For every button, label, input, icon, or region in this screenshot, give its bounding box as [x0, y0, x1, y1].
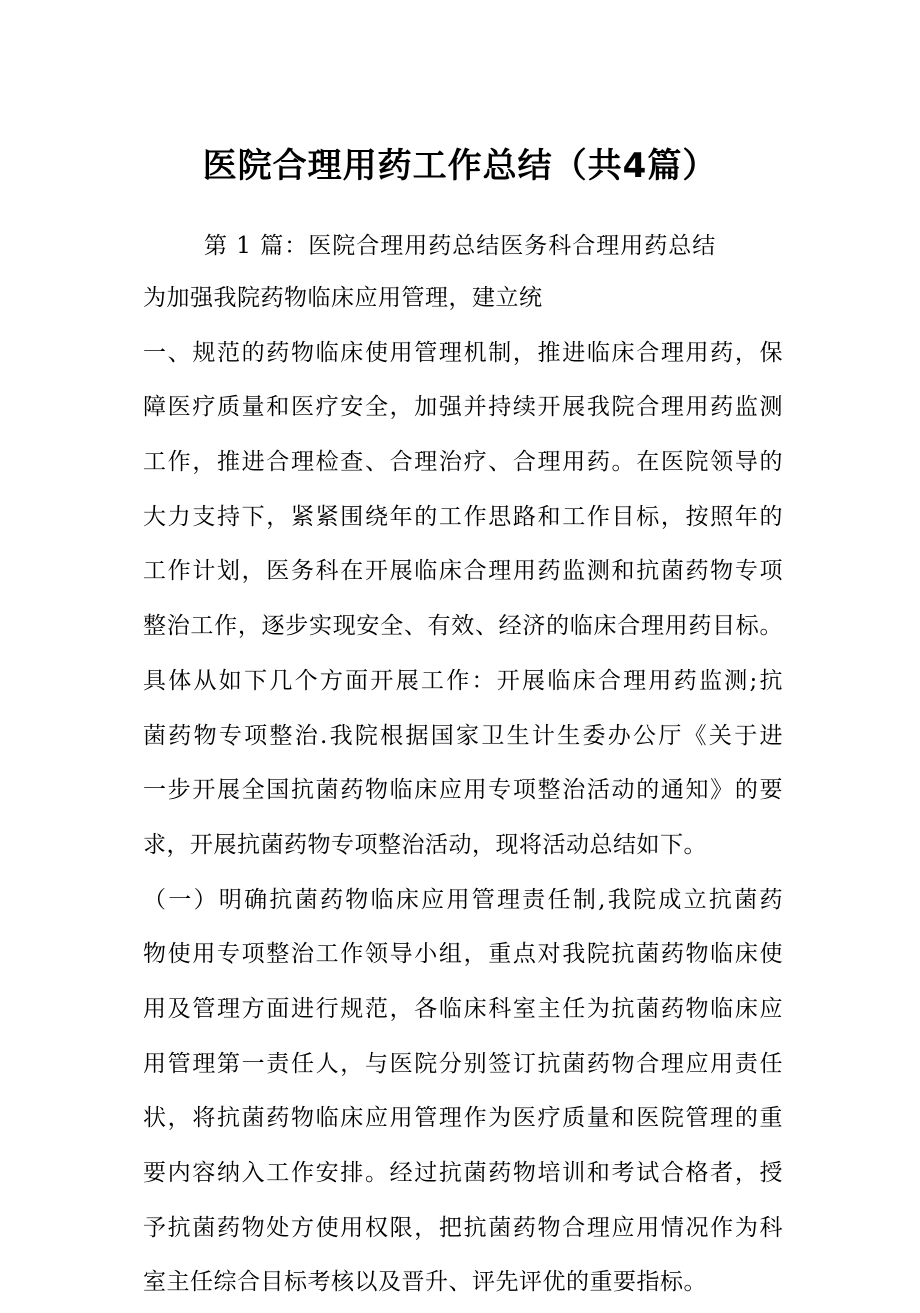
paragraph-line: 状，将抗菌药物临床应用管理作为医疗质量和医院管理的重 — [143, 1105, 783, 1132]
paragraph-line: 予抗菌药物处方使用权限，把抗菌药物合理应用情况作为科 — [143, 1214, 783, 1241]
paragraph-line: 菌药物专项整治.我院根据国家卫生计生委办公厅《关于进 — [143, 722, 783, 749]
paragraph-line: 为加强我院药物临床应用管理，建立统 — [143, 285, 543, 311]
paragraph-line: 工作，推进合理检查、合理治疗、合理用药。在医院领导的 — [143, 449, 783, 476]
paragraph-line: 障医疗质量和医疗安全，加强并持续开展我院合理用药监测 — [143, 394, 783, 421]
paragraph-line: 要内容纳入工作安排。经过抗菌药物培训和考试合格者，授 — [143, 1160, 783, 1186]
paragraph-line: 具体从如下几个方面开展工作：开展临床合理用药监测;抗 — [143, 667, 783, 694]
paragraph-line: 整治工作，逐步实现安全、有效、经济的临床合理用药目标。 — [143, 613, 783, 640]
paragraph-line: 大力支持下，紧紧围绕年的工作思路和工作目标，按照年的 — [143, 503, 783, 530]
paragraph-line: 求，开展抗菌药物专项整治活动，现将活动总结如下。 — [143, 831, 707, 858]
paragraph-line: 一、规范的药物临床使用管理机制，推进临床合理用药，保 — [143, 339, 783, 366]
chapter-heading: 第 1 篇：医院合理用药总结医务科合理用药总结 — [204, 233, 717, 259]
paragraph-line: 用管理第一责任人，与医院分别签订抗菌药物合理应用责任 — [143, 1050, 783, 1077]
document-title: 医院合理用药工作总结（共4篇） — [202, 146, 718, 186]
document-body — [143, 274, 783, 1313]
paragraph-line: 一步开展全国抗菌药物临床应用专项整治活动的通知》的要 — [143, 777, 783, 804]
paragraph-line: 室主任综合目标考核以及晋升、评先评优的重要指标。 — [143, 1269, 707, 1296]
paragraph-line: 工作计划，医务科在开展临床合理用药监测和抗菌药物专项 — [143, 558, 783, 585]
paragraph-line: 用及管理方面进行规范，各临床科室主任为抗菌药物临床应 — [143, 995, 783, 1022]
paragraph-line: （一）明确抗菌药物临床应用管理责任制,我院成立抗菌药 — [143, 886, 783, 913]
paragraph-line: 物使用专项整治工作领导小组，重点对我院抗菌药物临床使 — [143, 941, 783, 968]
